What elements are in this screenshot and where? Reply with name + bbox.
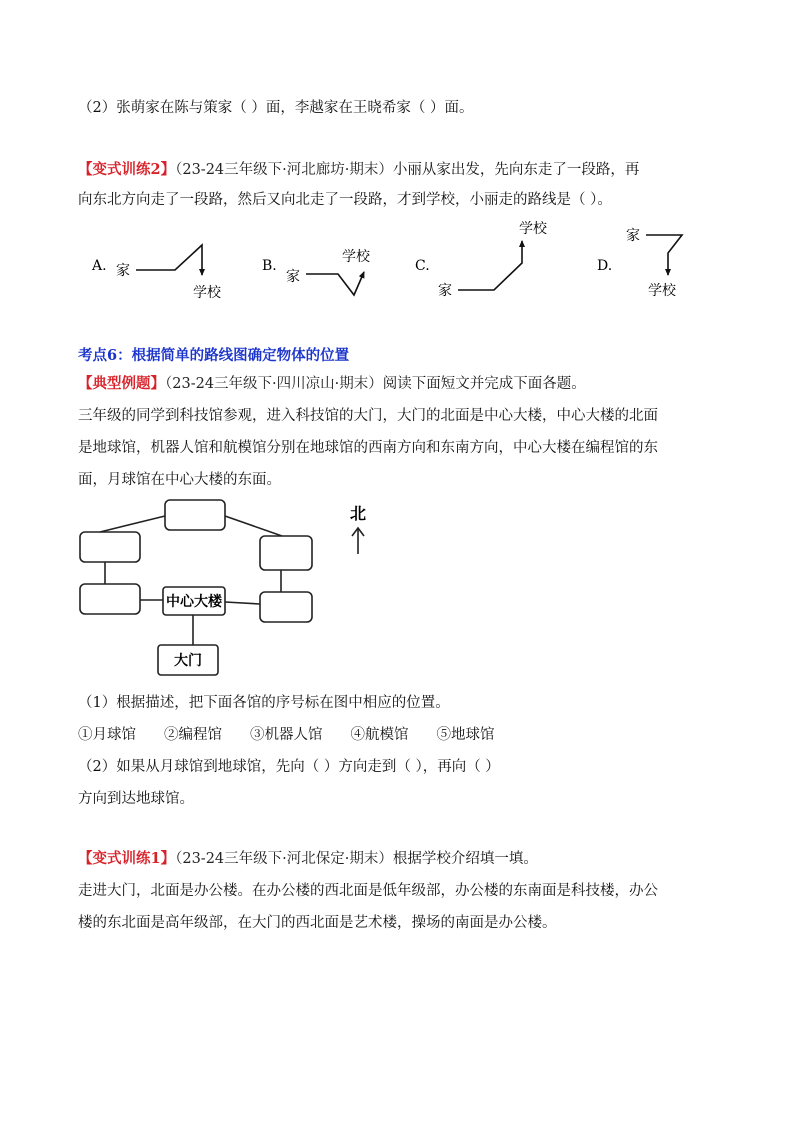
question-2b-line-2: 方向到达地球馆。: [78, 791, 194, 807]
question-1-line: （1）根据描述，把下面各馆的序号标在图中相应的位置。: [78, 695, 450, 711]
north-arrow-icon: [352, 528, 364, 554]
option-earth-hall: ⑤地球馆: [436, 727, 495, 743]
option-d-path: [646, 235, 682, 275]
option-c-home: 家: [438, 283, 452, 299]
variant-1-line: [78, 849, 538, 869]
museum-map: [70, 492, 390, 682]
north-label: 北: [349, 504, 367, 523]
variant-1-intro: 根据学校介绍填一填。: [392, 851, 538, 867]
example-para-1: 三年级的同学到科技馆参观，进入科技馆的大门，大门的北面是中心大楼，中心大楼的北面: [78, 408, 658, 424]
gate-label: 大门: [174, 653, 202, 669]
variant-1-source: （23-24三年级下·河北保定·期末）: [175, 851, 393, 867]
example-tag: 【典型例题】: [78, 375, 165, 392]
option-b-path: [306, 272, 364, 295]
option-a-school: 学校: [193, 285, 221, 301]
option-a-path: [136, 245, 202, 275]
option-c-route[interactable]: [415, 220, 548, 299]
option-b-school: 学校: [342, 249, 370, 265]
variant-2-tag: 【变式训练2】: [78, 161, 176, 178]
option-d-route[interactable]: [597, 228, 682, 299]
option-a-home: 家: [116, 263, 130, 279]
variant-2-source: （23-24三年级下·河北廊坊·期末）: [175, 162, 393, 178]
option-c-letter: C.: [415, 258, 430, 274]
option-a-route[interactable]: [91, 245, 222, 301]
route-options-diagram: [0, 215, 800, 305]
option-programming-hall: ②编程馆: [164, 727, 222, 743]
variant-1-tag: 【变式训练1】: [78, 850, 176, 867]
option-robot-hall: ③机器人馆: [250, 727, 323, 743]
connector-top-right: [225, 516, 282, 536]
connector-top-left: [100, 516, 165, 532]
option-model-hall: ④航模馆: [350, 727, 409, 743]
option-b-letter: B.: [262, 258, 277, 274]
option-a-letter: A.: [92, 258, 107, 274]
example-source: （23-24三年级下·四川凉山·期末）: [165, 376, 383, 392]
variant-2-line-2: 向东北方向走了一段路，然后又向北走了一段路，才到学校，小丽走的路线是（ ）。: [78, 192, 612, 208]
option-moon-hall: ①月球馆: [78, 727, 136, 743]
point-6-title: 考点6：根据简单的路线图确定物体的位置: [78, 347, 350, 364]
box-lower-right[interactable]: [260, 592, 312, 622]
variant-2-line-1: [78, 160, 639, 180]
question-2-line: （2）张萌家在陈与策家（ ）面，李越家在王晓希家（ ）面。: [78, 100, 474, 116]
box-upper-right[interactable]: [260, 536, 312, 570]
variant-1-text-2: 楼的东北面是高年级部，在大门的西北面是艺术楼，操场的南面是办公楼。: [78, 915, 557, 931]
box-upper-left[interactable]: [80, 532, 140, 562]
example-line: [78, 374, 586, 394]
example-para-3: 面，月球馆在中心大楼的东面。: [78, 472, 281, 488]
variant-2-text-1: 小丽从家出发，先向东走了一段路，再: [392, 162, 640, 178]
option-b-home: 家: [286, 269, 300, 285]
museum-options-line: [78, 725, 495, 745]
option-d-home: 家: [626, 228, 640, 244]
connector-center-right: [225, 602, 260, 604]
variant-1-text-1: 走进大门，北面是办公楼。在办公楼的西北面是低年级部，办公楼的东南面是科技楼，办公: [78, 883, 658, 899]
option-c-path: [458, 241, 522, 290]
center-building-label: 中心大楼: [166, 594, 222, 610]
box-lower-left[interactable]: [80, 584, 140, 614]
option-b-route[interactable]: [262, 248, 371, 295]
option-c-school: 学校: [519, 221, 547, 237]
box-top[interactable]: [165, 500, 225, 530]
example-intro: 阅读下面短文并完成下面各题。: [382, 376, 586, 392]
option-d-letter: D.: [597, 258, 613, 274]
option-d-school: 学校: [648, 283, 676, 299]
example-para-2: 是地球馆，机器人馆和航模馆分别在地球馆的西南方向和东南方向，中心大楼在编程馆的东: [78, 440, 658, 456]
question-2b-line-1: （2）如果从月球馆到地球馆，先向（ ）方向走到（ ），再向（ ）: [78, 759, 500, 775]
